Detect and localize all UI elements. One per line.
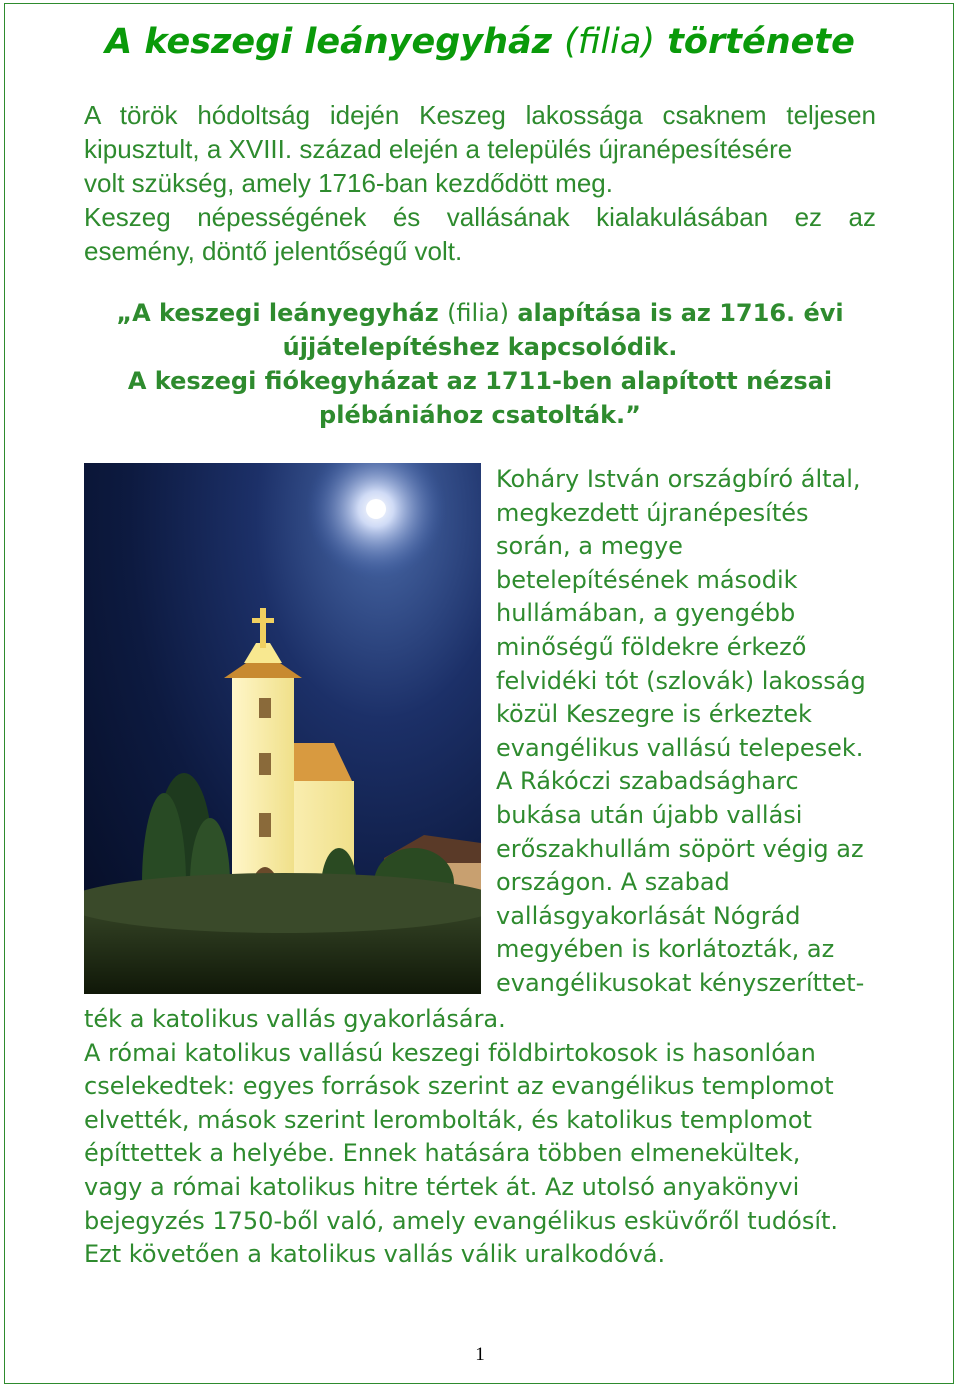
main-line: Ezt követően a katolikus vallás válik uralkodóvá. — [84, 1240, 666, 1269]
side-line: minőségű földekre érkező — [496, 632, 807, 661]
main-line: ték a katolikus vallás gyakorlására. — [84, 1005, 506, 1033]
highlight-quote — [84, 296, 876, 432]
intro-line: volt szükség, amely 1716-ban kezdődött meg. — [84, 168, 613, 198]
intro-line: Keszeg népességének és vallásának kialakulásában ez az — [84, 202, 876, 232]
quote-line — [84, 296, 876, 330]
side-line: bukása után újabb vallási — [496, 800, 803, 829]
quote-line1-c: alapítása is az 1716. évi — [517, 299, 844, 327]
side-line: megkezdett újranépesítés — [496, 498, 809, 527]
title-end: története — [667, 22, 855, 62]
side-line: Koháry István országbíró által, — [496, 465, 861, 493]
quote-line1-a: „A keszegi leányegyház — [116, 299, 439, 327]
side-line: evangélikusokat kényszeríttet- — [496, 968, 865, 997]
side-line: evangélikus vallású telepesek. — [496, 733, 864, 762]
side-line: felvidéki tót (szlovák) lakosság — [496, 666, 866, 695]
main-line: elvették, mások szerint lerombolták, és katolikus templomot — [84, 1105, 812, 1134]
side-line: során, a megye — [496, 532, 683, 561]
quote-line1-filia: (filia) — [447, 299, 509, 327]
quote-line2: újjátelepítéshez kapcsolódik. — [282, 333, 678, 361]
side-line: betelepítésének második — [496, 565, 798, 594]
side-line: vallásgyakorlását Nógrád — [496, 901, 801, 930]
side-line: erőszakhullám söpört végig az — [496, 834, 864, 863]
intro-paragraph — [84, 98, 876, 268]
main-line: építtettek a helyébe. Ennek hatására többen elmenekültek, — [84, 1139, 801, 1168]
side-line: hullámában, a gyengébb — [496, 599, 796, 628]
page-number: 1 — [475, 1344, 485, 1365]
side-line: megyében is korlátozták, az — [496, 935, 835, 964]
side-line: közül Keszegre is érkeztek — [496, 700, 812, 729]
quote-line3: A keszegi fiókegyházat az 1711-ben alapított nézsai — [127, 367, 833, 395]
church-illustration — [84, 463, 481, 994]
side-paragraph — [496, 463, 896, 1001]
moon-glow — [306, 463, 446, 579]
intro-line: kipusztult, a XVIII. század elején a település újranépesítésére — [84, 134, 793, 164]
main-paragraph — [84, 1003, 884, 1272]
moon — [366, 499, 386, 519]
main-line: cselekedtek: egyes források szerint az evangélikus templomot — [84, 1072, 834, 1101]
main-line: vagy a római katolikus hitre tértek át. Az utolsó anyakönyvi — [84, 1172, 800, 1201]
intro-line: esemény, döntő jelentőségű volt. — [84, 236, 463, 266]
page-title — [0, 22, 960, 62]
main-line: bejegyzés 1750-ből való, amely evangélikus esküvőről tudósít. — [84, 1206, 839, 1235]
title-main: A keszegi leányegyház — [105, 22, 552, 62]
title-filia: (filia) — [564, 22, 655, 62]
church-night-photo — [84, 463, 481, 994]
side-line: A Rákóczi szabadságharc — [496, 767, 799, 796]
main-line: A római katolikus vallású keszegi földbirtokosok is hasonlóan — [84, 1038, 816, 1067]
intro-line: A török hódoltság idején Keszeg lakossága csaknem teljesen — [84, 100, 876, 130]
quote-line4: plébániához csatolták.” — [319, 401, 641, 429]
side-line: országon. A szabad — [496, 868, 730, 897]
